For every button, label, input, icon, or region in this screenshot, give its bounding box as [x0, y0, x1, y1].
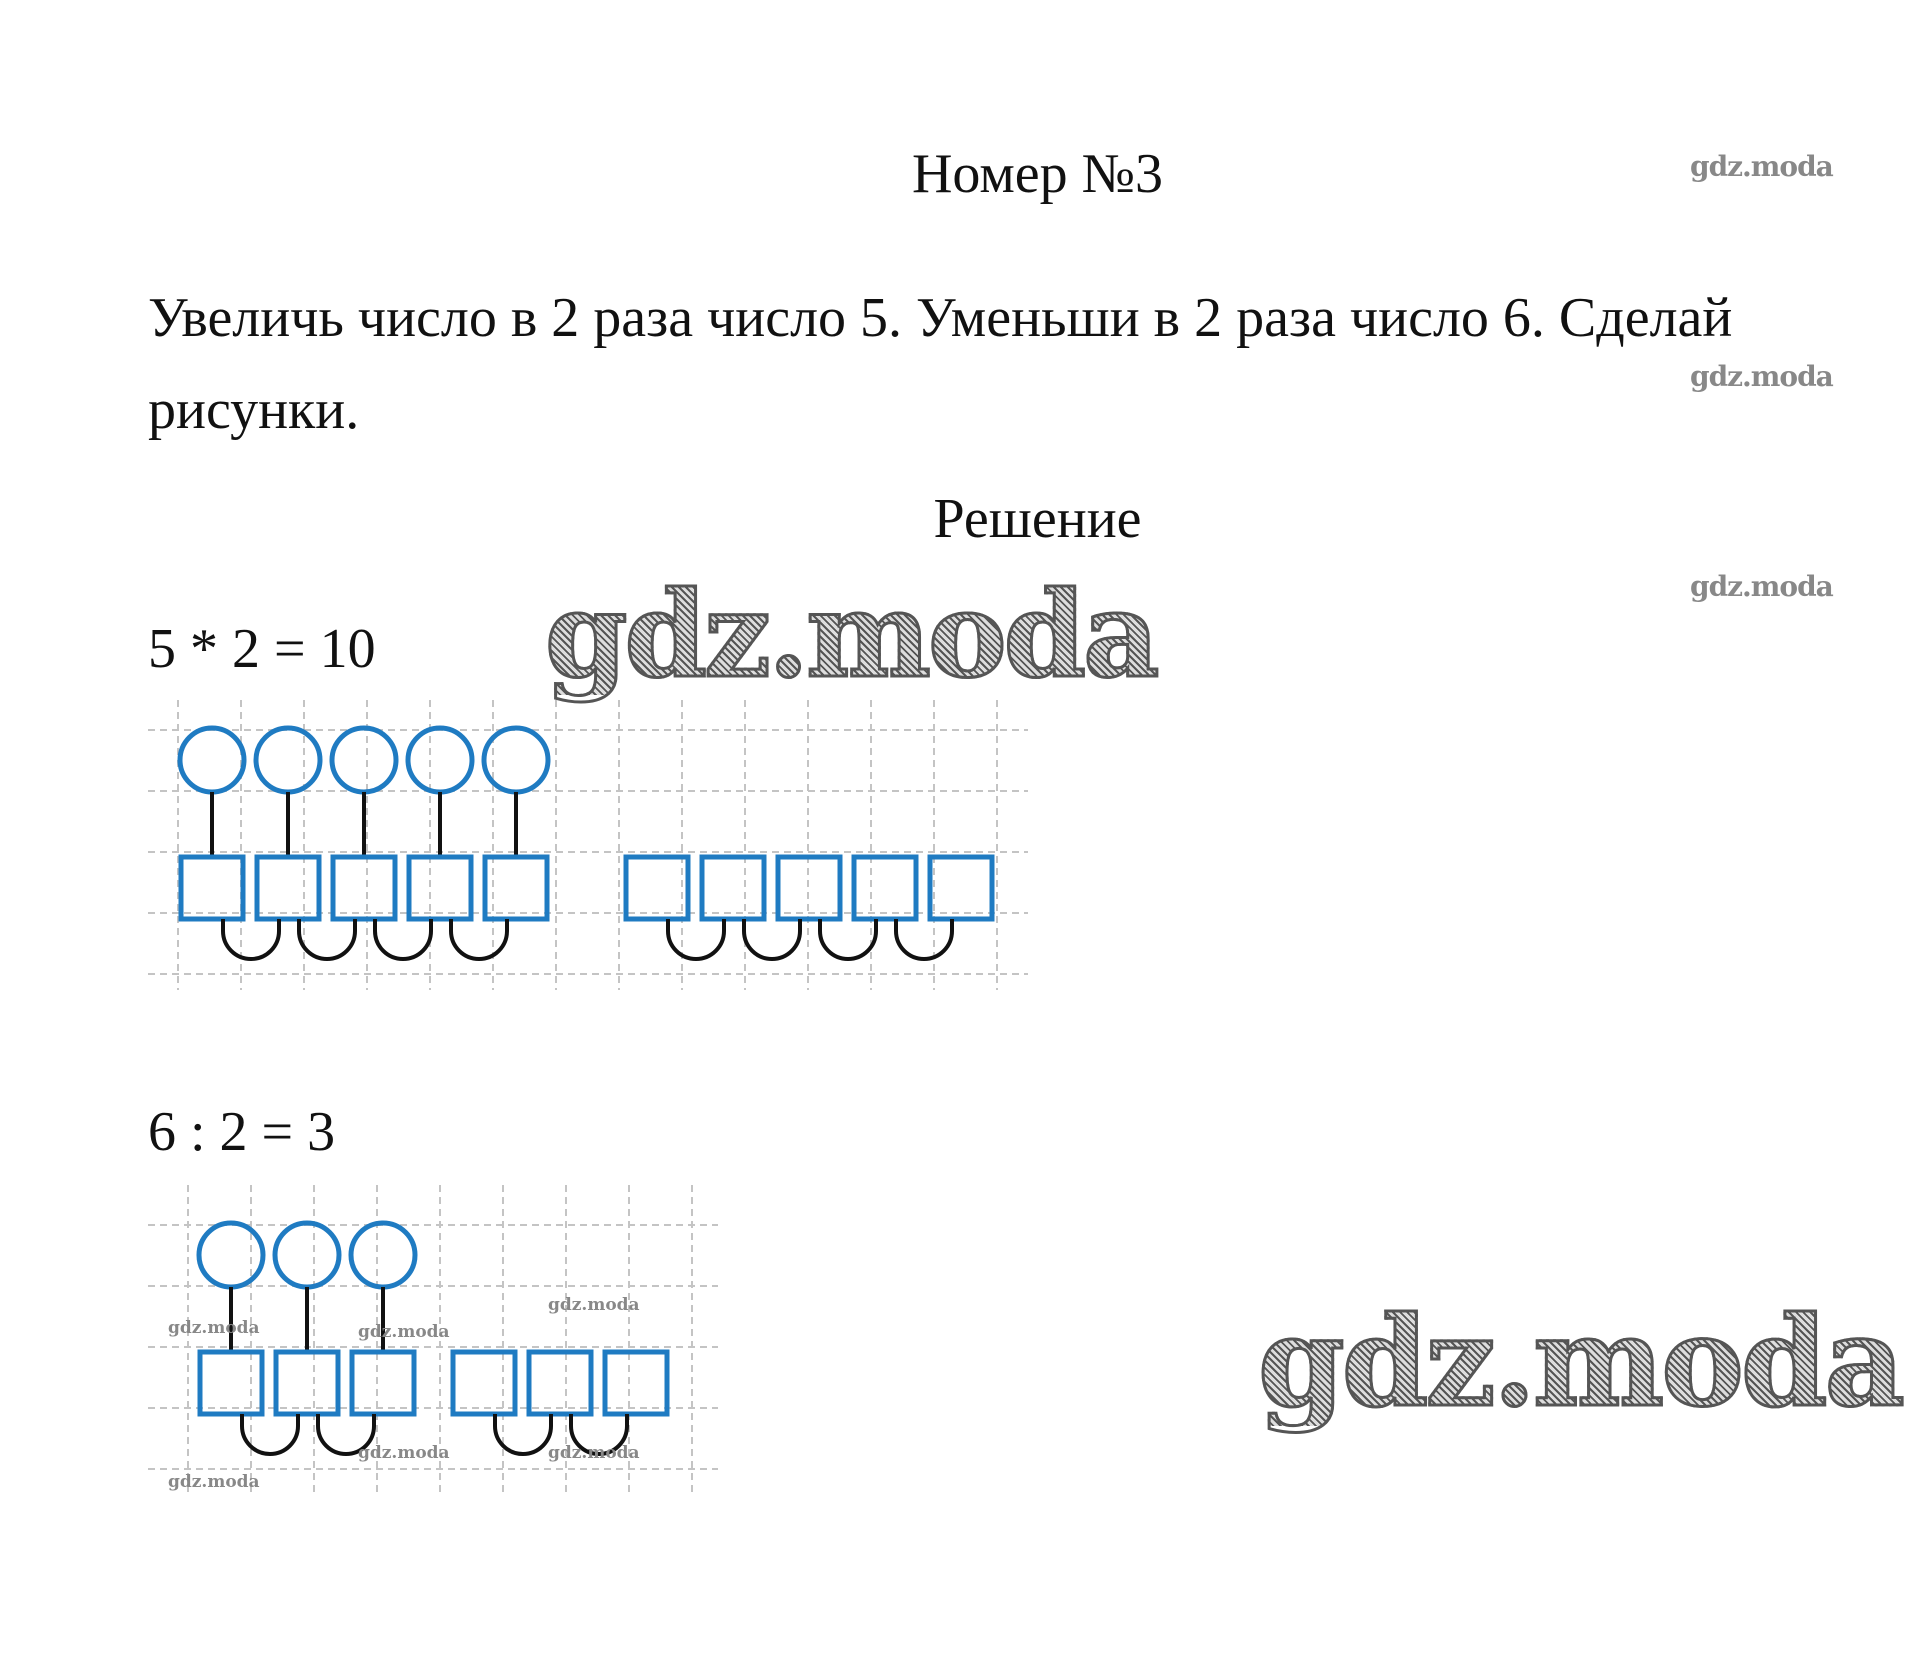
equation-multiply: 5 * 2 = 10: [148, 618, 376, 680]
solution-title: Решение: [933, 488, 1142, 550]
square: [702, 857, 764, 919]
square: [276, 1352, 338, 1414]
watermark: gdz.moda: [1690, 360, 1833, 393]
square: [626, 857, 688, 919]
square: [605, 1352, 667, 1414]
watermark: gdz.moda: [1690, 150, 1833, 183]
square: [930, 857, 992, 919]
grid: [148, 700, 1028, 990]
watermark: gdz.moda: [168, 1318, 260, 1338]
square: [181, 857, 243, 919]
connector-lines: [212, 792, 516, 857]
square: [529, 1352, 591, 1414]
circle: [199, 1223, 263, 1287]
circle: [332, 728, 396, 792]
watermark: gdz.moda: [358, 1443, 450, 1463]
watermark: gdz.moda: [548, 1443, 640, 1463]
task-text: Увеличь число в 2 раза число 5. Уменьши в 2 раза число 6. Сделай рисунки.: [148, 287, 1733, 441]
watermark: gdz.moda: [1690, 570, 1833, 603]
watermark-large: gdz.moda: [545, 565, 1157, 704]
square: [333, 857, 395, 919]
circle: [408, 728, 472, 792]
square: [409, 857, 471, 919]
arc-links: [223, 919, 952, 959]
circle: [256, 728, 320, 792]
square: [485, 857, 547, 919]
square-group: [200, 1352, 667, 1414]
square: [257, 857, 319, 919]
circle-group: [199, 1223, 415, 1287]
square: [854, 857, 916, 919]
square: [200, 1352, 262, 1414]
watermark: gdz.moda: [358, 1322, 450, 1342]
square: [352, 1352, 414, 1414]
square: [453, 1352, 515, 1414]
watermark: gdz.moda: [168, 1472, 260, 1492]
watermark-large: gdz.moda: [1258, 1290, 1902, 1435]
circle: [275, 1223, 339, 1287]
circle: [180, 728, 244, 792]
circle: [351, 1223, 415, 1287]
diagram-multiply: [148, 700, 1028, 1000]
watermark: gdz.moda: [548, 1295, 640, 1315]
page-title: Номер №3: [911, 143, 1164, 205]
equation-divide: 6 : 2 = 3: [148, 1101, 336, 1163]
